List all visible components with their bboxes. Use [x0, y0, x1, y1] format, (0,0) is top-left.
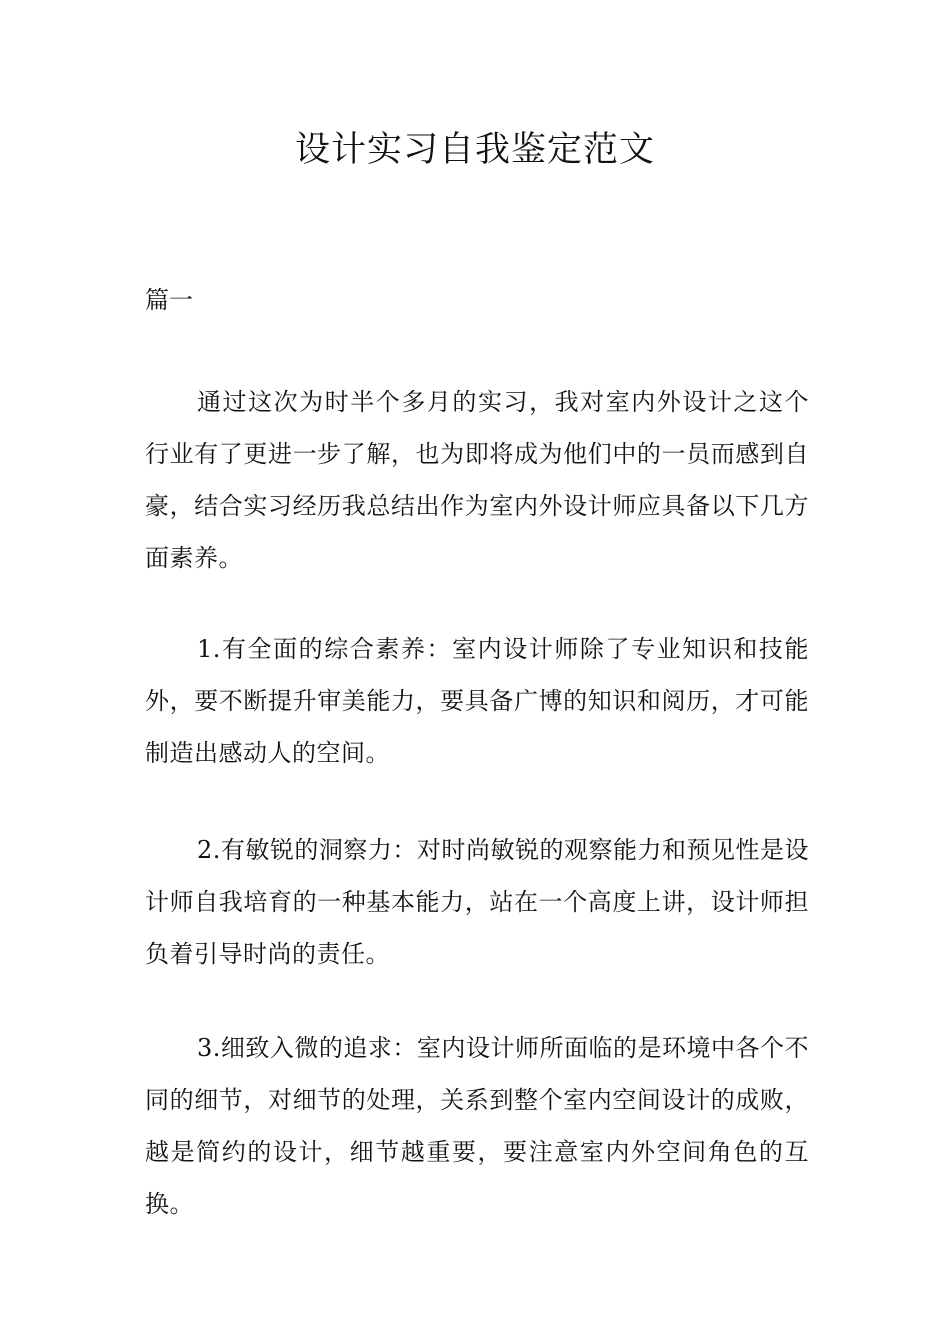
section-label: 篇一	[145, 286, 193, 314]
paragraph-point-1: 1.有全面的综合素养：室内设计师除了专业知识和技能外，要不断提升审美能力，要具备广博的知识和阅历，才可能制造出感动人的空间。	[145, 635, 809, 767]
document-title: 设计实习自我鉴定范文	[294, 130, 655, 170]
paragraph-point-2: 2.有敏锐的洞察力：对时尚敏锐的观察能力和预见性是设计师自我培育的一种基本能力，站在一个高度上讲，设计师担负着引导时尚的责任。	[145, 836, 809, 968]
paragraph-point-3: 3.细致入微的追求：室内设计师所面临的是环境中各个不同的细节，对细节的处理，关系到整个室内空间设计的成败，越是简约的设计，细节越重要，要注意室内外空间角色的互换。	[145, 1034, 809, 1218]
paragraph-intro: 通过这次为时半个多月的实习，我对室内外设计之这个行业有了更进一步了解，也为即将成为他们中的一员而感到自豪，结合实习经历我总结出作为室内外设计师应具备以下几方面素养。	[145, 388, 809, 572]
